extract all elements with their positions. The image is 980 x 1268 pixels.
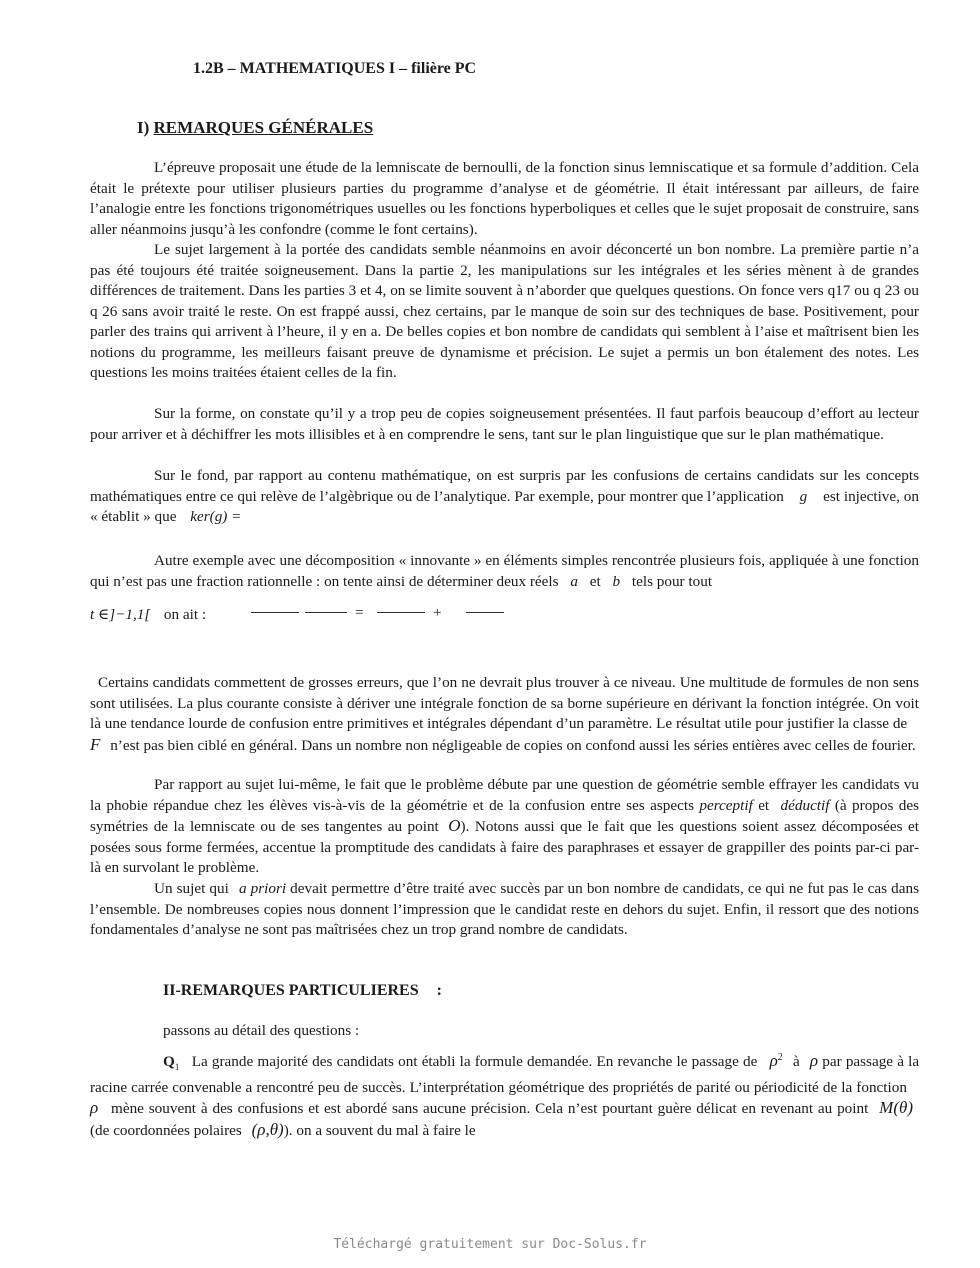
- p10-text-a: La grande majorité des candidats ont établi la formule demandée. En revanche le passage de: [191, 1053, 758, 1071]
- p7-et: et: [758, 796, 770, 814]
- fraction-bar-4: [466, 612, 504, 613]
- math-coords: (ρ,θ): [251, 1119, 284, 1139]
- math-g: g: [799, 487, 808, 505]
- math-a: a: [570, 572, 578, 590]
- math-F: F: [90, 734, 101, 754]
- section-heading-general: [137, 118, 373, 138]
- paragraph-subject-level: Le sujet largement à la portée des candidats semble néanmoins en avoir déconcerté un bon nombre. La première partie n’a pas été toujours été traitée soigneusement. Dans la partie 2, les manipulations sur les intégrales et les séries mènent à de grandes différences de traitement. Dans les parties 3 et 4, on se limite souvent à n’aborder que quelques questions. On fonce vers q17 ou q 23 ou q 26 sans avoir traité le reste. On est frappé aussi, chez certains, par le manque de soin sur des techniques de base. Positivement, pour parler des trains qui arrivent à l’heure, il y en a. De belles copies et bon nombre de candidats qui semblent à l’aise et maîtrisent bien les notions du programme, les meilleurs faisant preuve de dynamisme et précision. Le sujet a permis un bon étalement des notes. Les questions les moins traitées étaient celles de la fin.: [90, 241, 919, 381]
- document-title: 1.2B – MATHEMATIQUES I – filière PC: [193, 60, 477, 77]
- p6-text-a: Certains candidats commettent de grosses erreurs, que l’on ne devrait plus trouver à ce niveau. Une multitude de formules de non sens sont utilisées. La plus courante consiste à dériver une intégrale fonction de sa borne supérieure en dérivant la fonction intégrée. On voit là une tendance lourde de confusion entre primitives et intégrales dépendant d’un paramètre. Le résultat utile pour justifier la classe de: [90, 674, 919, 732]
- math-M: M(θ): [879, 1098, 914, 1118]
- p10-text-d: (de coordonnées polaires: [90, 1121, 242, 1139]
- p7-text-c: ). Notons aussi que le fait que les questions soient assez décomposées et posées sous forme fermées, accentue la promptitude des candidats à faire des paraphrases et essayer de grappiller des points par-ci par-là en survolant le problème.: [90, 818, 919, 876]
- paragraph-form: Sur la forme, on constate qu’il y a trop peu de copies soigneusement présentées. Il faut parfois beaucoup d’effort au lecteur pour arriver et à déchiffrer les mots illisibles et à en comprendre le sens, tant sur le plan linguistique que sur le plan mathématique.: [90, 405, 919, 443]
- paragraph-q1: [90, 1048, 919, 1141]
- section-number: I): [137, 118, 150, 137]
- math-rho-2: ρ: [809, 1051, 819, 1071]
- paragraph-subject: [90, 775, 919, 879]
- q-sub: 1: [174, 1062, 180, 1073]
- p6-text-b: n’est pas bien ciblé en général. Dans un nombre non négligeable de copies on confond aussi les séries entières avec celles de fourier.: [110, 736, 916, 754]
- p5-et: et: [589, 572, 601, 590]
- math-t-interval: t ∈]−1,1[: [90, 606, 151, 623]
- p8-text-b: devait permettre d’être traité avec succès par un bon nombre de candidats, ce qui ne fut pas le cas dans l’ensemble. De nombreuses copies nous donnent l’impression que le candidat reste en dehors du sujet. Enfin, il ressort que des notions fondamentales d’analyse ne sont pas maîtrisées chez un trop grand nombre de candidats.: [90, 880, 920, 938]
- apriori-text: a priori: [238, 880, 287, 897]
- plus-sign: +: [433, 604, 442, 621]
- fraction-bar-3: [377, 612, 425, 613]
- p8-text-a: Un sujet qui: [154, 880, 229, 897]
- paragraph-intro: L’épreuve proposait une étude de la lemniscate de bernoulli, de la fonction sinus lemniscatique et sa formule d’addition. Cela était le prétexte pour utiliser plusieurs parties du programme d’analyse et de géométrie. Il était intéressant par ailleurs, de faire l’analogie entre les fonctions trigonométriques usuelles ou les fonctions hyperboliques et celles que le sujet proposait de construire, sans aller néanmoins jusqu’à les confondre (comme le font certains).: [90, 159, 919, 238]
- section2-colon: :: [436, 982, 442, 999]
- perceptif-text: perceptif: [699, 796, 753, 814]
- q-label: Q: [163, 1053, 175, 1071]
- section-heading-particular: [163, 982, 442, 1000]
- paragraph-errors: [90, 673, 919, 756]
- paragraph-decomposition: [90, 551, 919, 592]
- section2-title: II-REMARQUES PARTICULIERES: [163, 982, 419, 999]
- p7-text-b: (à propos des symétries de la lemniscate ou de ses tangentes au point: [90, 796, 920, 835]
- math-rho: ρ: [769, 1051, 778, 1071]
- p10-text-e: ). on a souvent du mal à faire le: [283, 1121, 476, 1139]
- math-rho-sup: 2: [777, 1052, 783, 1063]
- p4-text-a: Sur le fond, par rapport au contenu mathématique, on est surpris par les confusions de certains candidats sur les concepts mathématiques entre ce qui relève de l’algèbrique ou de l’analytique. Par exemple, pour montrer que l’application: [90, 467, 919, 505]
- p5-text-b: tels pour tout: [631, 572, 713, 590]
- on-ait-text: on ait :: [163, 606, 207, 623]
- equals-sign: =: [355, 604, 364, 621]
- p7-text-a: Par rapport au sujet lui-même, le fait que le problème débute par une question de géométrie semble effrayer les candidats vu la phobie répandue chez les élèves vis-à-vis de la géométrie et de la confusion entre ses aspects: [90, 776, 919, 814]
- deductif-text: déductif: [780, 796, 830, 814]
- paragraph-detail-intro: passons au détail des questions :: [163, 1022, 360, 1039]
- section-title: REMARQUES GÉNÉRALES: [153, 118, 374, 137]
- fraction-bar-2: [305, 612, 347, 613]
- math-rho-3: ρ: [90, 1098, 99, 1118]
- p10-text-a2: à: [792, 1053, 800, 1071]
- fraction-bar-1: [251, 612, 299, 613]
- p10-text-b: par passage à la racine carrée convenable a rencontré peu de succès. L’interprétation géométrique des propriétés de parité ou périodicité de la fonction: [90, 1053, 920, 1096]
- p10-text-c: mène souvent à des confusions et est abordé sans aucune précision. Cela n’est pourtant guère délicat en revenant au point: [111, 1100, 869, 1118]
- math-O: O: [448, 816, 461, 835]
- footer-download-note: Téléchargé gratuitement sur Doc-Solus.fr: [333, 1237, 647, 1252]
- equation-line: [90, 605, 206, 626]
- p5-text-a: Autre exemple avec une décomposition « innovante » en éléments simples rencontrée plusieurs fois, appliquée à une fonction qui n’est pas une fraction rationnelle : on tente ainsi de déterminer deux réels: [90, 552, 919, 590]
- paragraph-content: [90, 466, 919, 528]
- math-b: b: [612, 572, 621, 590]
- math-ker: ker(g) =: [190, 508, 242, 525]
- p4-text-b: est injective, on « établit » que: [90, 487, 919, 525]
- paragraph-apriori: [90, 879, 919, 941]
